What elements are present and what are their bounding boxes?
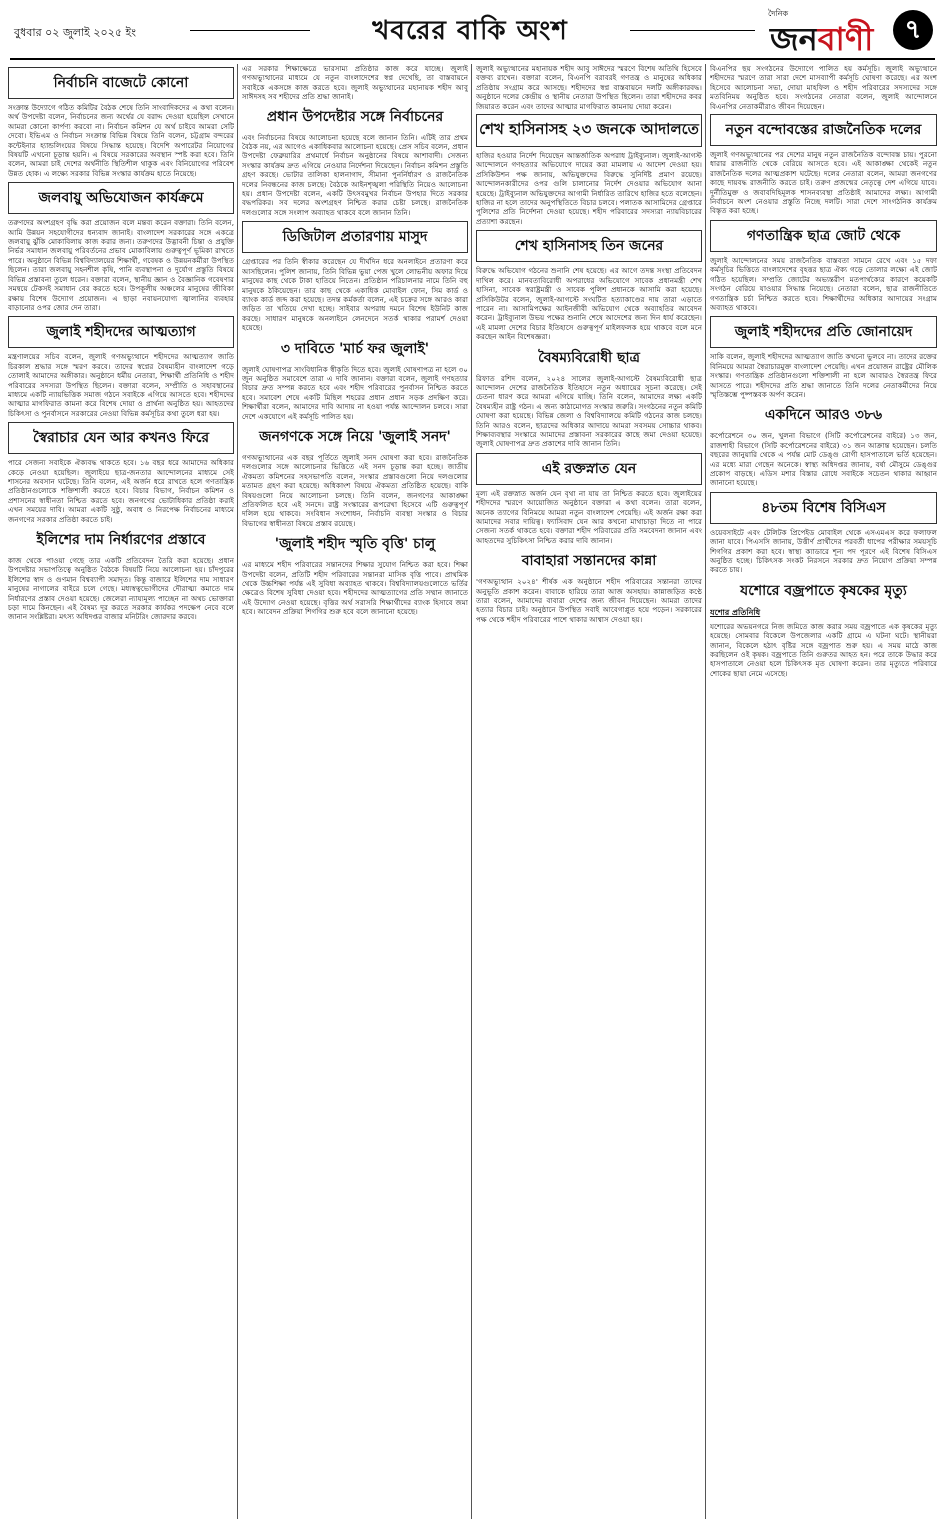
article-body: গণঅভ্যুত্থানের এক বছর পূর্তিতে জুলাই সনদ ঘোষণা করা হবে। রাজনৈতিক দলগুলোর সঙ্গে আলোচনার ভিত্তিতে এই সনদ চূড়ান্ত করা হচ্ছে। জাতীয় ঐকমত্য কমিশনের সহসভাপতি বলেন, সংস্কার প্রস্তাবগুলো নিয়ে দলগুলোর মতামত গ্রহণ করা হয়েছে। অধিকাংশ বিষয়ে ঐকমত্য প্রতিষ্ঠিত হয়েছে। বাকি বিষয়গুলো নিয়ে আলোচনা চলছে। তিনি বলেন, জনগণের আকাঙ্ক্ষা প্রতিফলিত হবে এই সনদে। রাষ্ট্র সংস্কারের রূপরেখা হিসেবে এটি গুরুত্বপূর্ণ দলিল হয়ে থাকবে। সংবিধান সংশোধন, নির্বাচনি ব্যবস্থা সংস্কার ও বিচার বিভাগের স্বাধীনতা বিষয়ে প্রস্তাব রয়েছে।: [242, 452, 468, 528]
article: [242, 425, 468, 528]
article-body: এর মাধ্যমে শহীদ পরিবারের সন্তানদের শিক্ষার সুযোগ নিশ্চিত করা হবে। শিক্ষা উপদেষ্টা বলেন, প্রতিটি শহীদ পরিবারের সন্তানরা মাসিক বৃত্তি পাবে। প্রাথমিক থেকে উচ্চশিক্ষা পর্যন্ত এই সুবিধা অব্যাহত থাকবে। বিশ্ববিদ্যালয়গুলোতে ভর্তির ক্ষেত্রেও বিশেষ সুবিধা দেওয়া হবে। শহীদদের আত্মত্যাগের প্রতি সম্মান জানাতে এই উদ্যোগ নেওয়া হয়েছে। বৃত্তির অর্থ সরাসরি শিক্ষার্থীদের ব্যাংক হিসাবে জমা হবে। আবেদন প্রক্রিয়া শিগগির শুরু হবে বলে জানানো হয়েছে।: [242, 560, 468, 617]
article-body: বিরুদ্ধে অভিযোগ গঠনের শুনানি শেষ হয়েছে। এর আগে তদন্ত সংস্থা প্রতিবেদন দাখিল করে। মানবতাবিরোধী অপরাধের অভিযোগে সাবেক প্রধানমন্ত্রী শেখ হাসিনা, সাবেক স্বরাষ্ট্রমন্ত্রী ও সাবেক পুলিশ প্রধানকে আসামি করা হয়েছে। প্রসিকিউটর বলেন, জুলাই-আগস্টে সংঘটিত হত্যাকাণ্ডের দায় তারা এড়াতে পারেন না। আসামিপক্ষের আইনজীবী অভিযোগ থেকে অব্যাহতির আবেদন করেন। ট্রাইব্যুনাল উভয় পক্ষের শুনানি শেষে আদেশের জন্য দিন ধার্য করেছেন। এই মামলা দেশের বিচার ইতিহাসে গুরুত্বপূর্ণ মাইলফলক হয়ে থাকবে বলে মনে করছেন আইন বিশেষজ্ঞরা।: [476, 266, 702, 342]
article: [242, 221, 468, 332]
article-body: কর্পোরেশনে ৩০ জন, খুলনা বিভাগে (সিটি কর্পোরেশনের বাইরে) ১৩ জন, রাজশাহী বিভাগে (সিটি কর্পোরেশনের বাইরে) ৩১ জন আক্রান্ত হয়েছেন। চলতি বছরের জানুয়ারি থেকে এ পর্যন্ত মোট ডেঙ্গু রোগী হাসপাতালে ভর্তি হয়েছেন। এর মধ্যে মারা গেছেন অনেকে। স্বাস্থ্য অধিদপ্তর জানায়, বর্ষা মৌসুমে ডেঙ্গুর প্রকোপ বাড়ছে। এডিস মশার বিস্তার রোধে সবাইকে সচেতন থাকার আহ্বান জানানো হয়েছে।: [710, 431, 937, 488]
article: [710, 579, 937, 678]
article-body: জুলাই অভ্যুত্থানের মহানায়ক শহীদ আবু সাঈদের স্মরণে বিশেষ অতিথি হিসেবে বক্তব্য রাখেন। বক্তারা বলেন, বিএনপি বরাবরই গণতন্ত্র ও মানুষের অধিকার প্রতিষ্ঠায় সংগ্রাম করে আসছে। শহীদদের স্বপ্ন বাস্তবায়নে দলটি অঙ্গীকারবদ্ধ। অনুষ্ঠানে দলের কেন্দ্রীয় ও স্থানীয় নেতারা উপস্থিত ছিলেন। তারা শহীদদের কবর জিয়ারত করেন এবং তাদের আত্মার মাগফিরাত কামনায় দোয়া করেন।: [476, 64, 702, 111]
column-1: [8, 64, 234, 1519]
article-headline: ৩ দাবিতে 'মার্চ ফর জুলাই': [280, 340, 430, 357]
article: [710, 316, 937, 399]
article-headline: ইলিশের দাম নির্ধারণের প্রস্তাবে: [36, 532, 206, 548]
article: [242, 105, 468, 218]
article-headline: বৈষম্যবিরোধী ছাত্র: [538, 349, 640, 366]
article-body: জুলাই ঘোষণাপত্র সাংবিধানিক স্বীকৃতি দিতে হবে। জুলাই ঘোষণাপত্র না হলে ৩০ জুন অনুষ্ঠিত সমাবেশে তারা এ দাবি জানান। বক্তারা বলেন, জুলাই গণহত্যার বিচার দ্রুত সম্পন্ন করতে হবে এবং শহীদ পরিবারের পুনর্বাসন নিশ্চিত করতে হবে। সমাবেশ শেষে একটি মিছিল শহরের প্রধান প্রধান সড়ক প্রদক্ষিণ করে। শিক্ষার্থীরা বলেন, আমাদের দাবি আদায় না হওয়া পর্যন্ত আন্দোলন চলবে। সারা দেশে একযোগে এই কর্মসূচি পালিত হয়।: [242, 364, 468, 421]
article-body: জুলাই গণঅভ্যুত্থানের পর দেশের মানুষ নতুন রাজনৈতিক বন্দোবস্ত চায়। পুরনো ধারার রাজনীতি থেকে বেরিয়ে আসতে হবে। এই আকাঙ্ক্ষা থেকেই নতুন রাজনৈতিক দলের আত্মপ্রকাশ ঘটেছে। দলের নেতারা বলেন, আমরা জনগণের কাছে দায়বদ্ধ রাজনীতি করতে চাই। তরুণ প্রজন্মের নেতৃত্বে দেশ এগিয়ে যাবে। দুর্নীতিমুক্ত ও জবাবদিহিমূলক শাসনব্যবস্থা প্রতিষ্ঠাই আমাদের লক্ষ্য। আগামী নির্বাচনে অংশ নেওয়ার প্রস্তুতি নিচ্ছে দলটি। সারা দেশে সাংগঠনিক কার্যক্রম বিস্তৃত করা হচ্ছে।: [710, 150, 937, 216]
article: [242, 337, 468, 421]
article: [8, 316, 234, 418]
article: [710, 114, 937, 216]
page-number-badge: ৭: [893, 10, 933, 50]
article-headline: জুলাই শহীদদের প্রতি জোনায়েদ: [710, 316, 937, 348]
article-headline: জলবায়ু অভিযোজন কার্যক্রমে: [8, 182, 234, 214]
logo-name-part1: জন: [770, 20, 818, 58]
article-reporter: যশোর প্রতিনিধি: [710, 607, 761, 617]
article: [8, 182, 234, 312]
article-headline: নতুন বন্দোবস্তের রাজনৈতিক দলের: [710, 114, 937, 146]
article-headline: জনগণকে সঙ্গে নিয়ে 'জুলাই সনদ': [259, 428, 451, 445]
article-body: ওয়েবসাইটে এবং টেলিটক প্রিপেইড মোবাইল থেকে এসএমএস করে ফলাফল জানা যাবে। পিএসসি জানায়, উত্তীর্ণ প্রার্থীদের পরবর্তী ধাপের পরীক্ষার সময়সূচি শিগগির প্রকাশ করা হবে। স্বাস্থ্য ক্যাডারে শূন্য পদ পূরণে এই বিশেষ বিসিএস অনুষ্ঠিত হচ্ছে। চিকিৎসক সংকট নিরসনে সরকার দ্রুত নিয়োগ প্রক্রিয়া সম্পন্ন করতে চায়।: [710, 527, 937, 575]
article-headline: প্রধান উপদেষ্টার সঙ্গে নির্বাচনের: [266, 108, 444, 125]
article: [476, 549, 702, 624]
article-headline: 'জুলাই শহীদ স্মৃতি বৃত্তি' চালু: [274, 536, 436, 553]
article-body: সাকি বলেন, জুলাই শহীদদের আত্মত্যাগ জাতি কখনো ভুলবে না। তাদের রক্তের বিনিময়ে আমরা স্বৈরাচারমুক্ত বাংলাদেশ পেয়েছি। এখন প্রয়োজন রাষ্ট্রের মৌলিক সংস্কার। গণতান্ত্রিক প্রতিষ্ঠানগুলো শক্তিশালী না হলে আবারও স্বৈরতন্ত্র ফিরে আসতে পারে। শহীদদের প্রতি শ্রদ্ধা জানাতে তিনি দলের নেতাকর্মীদের নিয়ে স্মৃতিস্তম্ভে পুষ্পস্তবক অর্পণ করেন।: [710, 352, 937, 399]
page-title: খবরের বাকি অংশ: [310, 10, 630, 54]
article: [710, 220, 937, 312]
article: [710, 492, 937, 575]
article-body: 'গণঅভ্যুত্থান ২০২৪' শীর্ষক এক অনুষ্ঠানে শহীদ পরিবারের সন্তানরা তাদের অনুভূতি প্রকাশ করেন। বাবাকে হারিয়ে তারা আজ অসহায়। কান্নাজড়িত কণ্ঠে তারা বলেন, আমাদের বাবারা দেশের জন্য জীবন দিয়েছেন। আমরা তাদের হত্যার বিচার চাই। অনুষ্ঠানে উপস্থিত সবাই আবেগাপ্লুত হয়ে পড়েন। সরকারের পক্ষ থেকে শহীদ পরিবারের পাশে থাকার আশ্বাস দেওয়া হয়।: [476, 577, 702, 624]
article-body: জুলাই আন্দোলনের সময় রাজনৈতিক বাস্তবতা সামনে রেখে এবং ১৫ দফা কর্মসূচির ভিত্তিতে বাংলাদেশের বৃহত্তর ছাত্র ঐক্য গড়ে তোলার লক্ষ্যে এই জোট গঠিত হয়েছিল। সম্প্রতি জোটের অভ্যন্তরীণ মতপার্থক্যের কারণে কয়েকটি সংগঠন বেরিয়ে যাওয়ার সিদ্ধান্ত নিয়েছে। নেতারা বলেন, ছাত্র রাজনীতিতে গণতান্ত্রিক চর্চা নিশ্চিত করতে হবে। শিক্ষার্থীদের অধিকার আদায়ের সংগ্রাম অব্যাহত থাকবে।: [710, 255, 937, 312]
article-body: পারে সেজন্য সবাইকে ঐক্যবদ্ধ থাকতে হবে। ১৬ বছর ধরে আমাদের অধিকার কেড়ে নেওয়া হয়েছিল। জুলাইয়ে ছাত্র-জনতার আন্দোলনের মাধ্যমে সেই শাসনের অবসান ঘটেছে। তিনি বলেন, এই অর্জন ধরে রাখতে হলে গণতান্ত্রিক প্রতিষ্ঠানগুলোকে শক্তিশালী করতে হবে। বিচার বিভাগ, নির্বাচন কমিশন ও প্রশাসনের স্বাধীনতা নিশ্চিত করতে হবে। জনগণের ভোটাধিকার প্রতিষ্ঠা করাই এখন সময়ের দাবি। আমরা একটি সুষ্ঠু, অবাধ ও নিরপেক্ষ নির্বাচনের মাধ্যমে জনগণের সরকার প্রতিষ্ঠা করতে চাই।: [8, 458, 234, 524]
article: [476, 114, 702, 226]
logo-daily-label: দৈনিক: [768, 9, 789, 18]
article-body: তরুণদের অংশগ্রহণ বৃদ্ধি করা প্রয়োজন বলে মন্তব্য করেন বক্তারা। তিনি বলেন, আমি উন্নয়ন সহযোগীদের ধন্যবাদ জানাই। বাংলাদেশ সরকারের সঙ্গে একত্রে জলবায়ু ঝুঁকি মোকাবিলায় কাজ করার জন্য। তরুণদের উদ্ভাবনী চিন্তা ও প্রযুক্তি নির্ভর সমাধান জলবায়ু পরিবর্তনের প্রভাব মোকাবিলায় গুরুত্বপূর্ণ ভূমিকা রাখতে পারে। অনুষ্ঠানে বিভিন্ন বিশ্ববিদ্যালয়ের শিক্ষার্থী, গবেষক ও উন্নয়নকর্মীরা উপস্থিত ছিলেন। তারা জলবায়ু সহনশীল কৃষি, পানি ব্যবস্থাপনা ও দুর্যোগ প্রস্তুতি বিষয়ে বিভিন্ন প্রস্তাবনা তুলে ধরেন। বক্তারা বলেন, স্থানীয় জ্ঞান ও বৈজ্ঞানিক গবেষণার সমন্বয়ে টেকসই সমাধান বের করতে হবে। উপকূলীয় অঞ্চলের মানুষের জীবিকা রক্ষায় বিশেষ উদ্যোগ প্রয়োজন। এ ছাড়া নবায়নযোগ্য জ্বালানির ব্যবহার বাড়ানোর ওপর জোর দেন তারা।: [8, 218, 234, 312]
article: [8, 528, 234, 622]
article-headline: যশোরে বজ্রপাতে কৃষকের মৃত্যু: [740, 582, 907, 599]
column-divider: [471, 64, 472, 1519]
article-body: হাজির হওয়ার নির্দেশ দিয়েছেন আন্তর্জাতিক অপরাধ ট্রাইব্যুনাল। জুলাই-আগস্ট আন্দোলনে গণহত্যার অভিযোগে দায়ের করা মামলায় এ আদেশ দেওয়া হয়। প্রসিকিউশন পক্ষ জানায়, অভিযুক্তদের বিরুদ্ধে সুনির্দিষ্ট প্রমাণ রয়েছে। আন্দোলনকারীদের ওপর গুলি চালানোর নির্দেশ দেওয়ার অভিযোগ আনা হয়েছে। ট্রাইব্যুনাল অভিযুক্তদের আগামী নির্ধারিত তারিখে হাজির হতে বলেছেন। হাজির না হলে তাদের অনুপস্থিতিতে বিচার চলবে। পলাতক আসামিদের গ্রেপ্তারে পুলিশের প্রতি নির্দেশনা দেওয়া হয়েছে। শহীদ পরিবারের সদস্যরা ন্যায়বিচারের প্রত্যাশা করছেন।: [476, 151, 702, 226]
article-body: কাজ থেকে পাওয়া গেছে তার একটি প্রতিবেদন তৈরি করা হয়েছে। প্রধান উপদেষ্টার সভাপতিত্বে অনুষ্ঠিত বৈঠকে বিষয়টি নিয়ে আলোচনা হয়। চাঁদপুরের ইলিশের স্বাদ ও গুণমান বিশ্বব্যাপী সমাদৃত। কিন্তু বাজারে ইলিশের দাম সাধারণ মানুষের নাগালের বাইরে চলে গেছে। মধ্যস্বত্বভোগীদের দৌরাত্ম্য কমাতে দাম নির্ধারণের প্রস্তাব দেওয়া হয়েছে। জেলেরা ন্যায্যমূল্য পাচ্ছেন না অথচ ভোক্তারা চড়া দামে কিনছেন। এই বৈষম্য দূর করতে সরকার কার্যকর পদক্ষেপ নেবে বলে জানান সংশ্লিষ্টরা। মৎস্য অধিদপ্তর বাজার মনিটরিং জোরদার করবে।: [8, 556, 234, 622]
article-headline: জুলাই শহীদদের আত্মত্যাগ: [8, 316, 234, 348]
article: [242, 532, 468, 616]
article: [476, 453, 702, 545]
article-headline: একদিনে আরও ৩৮৬: [764, 407, 883, 424]
article-body: রিফাত রশিদ বলেন, ২০২৪ সালের জুলাই-আগস্টে বৈষম্যবিরোধী ছাত্র আন্দোলন দেশের রাজনৈতিক ইতিহাসে নতুন অধ্যায়ের সূচনা করেছে। সেই চেতনা ধারণ করে আমরা এগিয়ে যাচ্ছি। তিনি বলেন, আমাদের লক্ষ্য একটি বৈষম্যহীন রাষ্ট্র গঠন। এ জন্য কাঠামোগত সংস্কার জরুরি। সংগঠনের নতুন কমিটি ঘোষণা করা হয়েছে। বিভিন্ন জেলা ও বিশ্ববিদ্যালয়ে কমিটি গঠনের কাজ চলছে। তিনি আরও বলেন, ছাত্রদের অধিকার আদায়ে আমরা সবসময় সোচ্চার থাকব। শিক্ষাব্যবস্থার সংস্কারে আমাদের প্রস্তাবনা সরকারের কাছে জমা দেওয়া হয়েছে। জুলাই ঘোষণাপত্র দ্রুত প্রকাশের দাবি জানান তিনি।: [476, 373, 702, 449]
column-divider: [237, 64, 238, 1519]
article: [8, 422, 234, 524]
column-divider: [705, 64, 706, 1519]
column-4: [710, 64, 937, 1519]
article-body: যশোরের অভয়নগরে নিজ জমিতে কাজ করার সময় বজ্রপাতে এক কৃষকের মৃত্যু হয়েছে। সোমবার বিকেলে উপজেলার একটি গ্রামে এ ঘটনা ঘটে। স্থানীয়রা জানান, বিকেলে হঠাৎ বৃষ্টির সঙ্গে বজ্রপাত শুরু হয়। এ সময় মাঠে কাজ করছিলেন ওই কৃষক। বজ্রপাতে তিনি গুরুতর আহত হন। পরে তাকে উদ্ধার করে হাসপাতালে নেওয়া হলে চিকিৎসক মৃত ঘোষণা করেন। তার মৃত্যুতে পরিবারে শোকের ছায়া নেমে এসেছে।: [710, 621, 937, 678]
issue-date: বুধবার ০২ জুলাই ২০২৫ ইং: [14, 26, 136, 39]
article: [8, 67, 234, 178]
article-headline: ডিজিটাল প্রতারণায় মাসুদ: [242, 221, 468, 253]
article: [476, 346, 702, 449]
newspaper-logo: [760, 8, 935, 58]
article-headline: ৪৮তম বিশেষ বিসিএস: [710, 492, 937, 524]
article-headline: এই রক্তস্নাত যেন: [476, 453, 702, 485]
masthead-divider: [10, 58, 935, 60]
article-body: সংক্রান্ত উদ্যোগে গঠিত কমিটির বৈঠক শেষে তিনি সাংবাদিকদের এ কথা বলেন। অর্থ উপদেষ্টা বলেন, নির্বাচনের জন্য অর্থের যে বরাদ্দ দেওয়া হয়েছিল সেখানে আমরা কোনো কার্পণ্য করবো না। নির্বাচন কমিশন যে অর্থ চাইবে আমরা সেটি দেবো। ইভিএম ও নির্বাচন সংক্রান্ত বিভিন্ন বিষয়ে তিনি বলেন, চট্টগ্রাম বন্দরের কন্টেইনার হ্যান্ডলিংয়ের বিষয়ে সিদ্ধান্ত হয়েছে। বিদেশি অপারেটর নিয়োগের বিষয়টি এখনো চূড়ান্ত হয়নি। এ বিষয়ে সরকারের অবস্থান স্পষ্ট করা হবে। তিনি বলেন, আমরা চাই দেশের অর্থনীতি স্থিতিশীল থাকুক এবং বিনিয়োগের পরিবেশ উন্নত হোক। এ লক্ষ্যে সরকার বিভিন্ন সংস্কার কার্যক্রম হাতে নিয়েছে।: [8, 103, 234, 178]
article: [710, 403, 937, 487]
article-body: এর সরকার শিক্ষাক্ষেত্রে ভারসাম্য প্রতিষ্ঠার কাজ করে যাচ্ছে। জুলাই গণঅভ্যুত্থানের মাধ্যমে যে নতুন বাংলাদেশের স্বপ্ন দেখেছি, তা বাস্তবায়নে সবাইকে একসঙ্গে কাজ করতে হবে। জুলাই অভ্যুত্থানের মহানায়ক শহীদ আবু সাঈদসহ সব শহীদের প্রতি শ্রদ্ধা জানাই।: [242, 64, 468, 102]
article-headline: নির্বাচনি বাজেটে কোনো: [8, 67, 234, 99]
article-body: বিএনপির ছয় সংগঠনের উদ্যোগে পালিত হয় কর্মসূচি। জুলাই অভ্যুত্থানে শহীদদের স্মরণে তারা সারা দেশে মাসব্যাপী কর্মসূচি ঘোষণা করেছে। এর অংশ হিসেবে আলোচনা সভা, দোয়া মাহফিল ও শহীদ পরিবারের সদস্যদের সঙ্গে মতবিনিময় অনুষ্ঠিত হবে। সংগঠনের নেতারা বলেন, জুলাই আন্দোলনে বিএনপির নেতাকর্মীরাও জীবন দিয়েছেন।: [710, 64, 937, 111]
article-body: মূল্য এই রক্তস্নাত অর্জন যেন বৃথা না যায় তা নিশ্চিত করতে হবে। জুলাইয়ের শহীদদের স্মরণে আয়োজিত অনুষ্ঠানে বক্তারা এ কথা বলেন। তারা বলেন, অনেক ত্যাগের বিনিময়ে আমরা নতুন বাংলাদেশ পেয়েছি। এই অর্জন রক্ষা করা আমাদের সবার দায়িত্ব। ফ্যাসিবাদ যেন আর কখনো মাথাচাড়া দিতে না পারে সেজন্য সতর্ক থাকতে হবে। বক্তারা শহীদ পরিবারের প্রতি সমবেদনা জানান এবং আহতদের সুচিকিৎসা নিশ্চিত করার দাবি জানান।: [476, 488, 702, 545]
article-body: গ্রেপ্তারের পর তিনি স্বীকার করেছেন যে দীর্ঘদিন ধরে অনলাইনে প্রতারণা করে আসছিলেন। পুলিশ জানায়, তিনি বিভিন্ন ভুয়া পেজ খুলে লোভনীয় অফার দিয়ে মানুষের কাছ থেকে টাকা হাতিয়ে নিতেন। প্রতিষ্ঠান পরিচালনার নামে তিনি বহু মানুষকে ঠকিয়েছেন। তার কাছ থেকে একাধিক মোবাইল ফোন, সিম কার্ড ও ব্যাংক কার্ড জব্দ করা হয়েছে। তদন্ত কর্মকর্তা বলেন, এই চক্রের সঙ্গে আরও কারা জড়িত তা খতিয়ে দেখা হচ্ছে। সাইবার অপরাধ দমনে বিশেষ ইউনিট কাজ করছে। সাধারণ মানুষকে অনলাইনে লেনদেনে সতর্ক থাকার পরামর্শ দেওয়া হয়েছে।: [242, 257, 468, 333]
column-2: [242, 64, 468, 1519]
logo-name-part2: বাণী: [817, 20, 874, 58]
article-headline: গণতান্ত্রিক ছাত্র জোট থেকে: [710, 220, 937, 252]
article-headline: বাবাহারা সন্তানদের কান্না: [521, 553, 657, 570]
article-headline: শেখ হাসিনাসহ তিন জনের: [476, 230, 702, 262]
article-headline: স্বৈরাচার যেন আর কখনও ফিরে: [8, 422, 234, 454]
article-body: মন্ত্রণালয়ের সচিব বলেন, জুলাই গণঅভ্যুত্থানে শহীদদের আত্মত্যাগ জাতি চিরকাল শ্রদ্ধার সঙ্গে স্মরণ করবে। তাদের স্বপ্নের বৈষম্যহীন বাংলাদেশ গড়ে তোলাই আমাদের অঙ্গীকার। অনুষ্ঠানে ধর্মীয় নেতারা, শিক্ষার্থী প্রতিনিধি ও শহীদ পরিবারের সদস্যরা উপস্থিত ছিলেন। বক্তারা বলেন, সম্প্রীতি ও সহাবস্থানের মাধ্যমে একটি ন্যায়ভিত্তিক সমাজ গঠনে সবাইকে এগিয়ে আসতে হবে। শহীদদের আত্মার মাগফিরাত কামনা করে বিশেষ দোয়া ও প্রার্থনা অনুষ্ঠিত হয়। আহতদের চিকিৎসা ও পুনর্বাসনে সরকারের নেওয়া বিভিন্ন কর্মসূচির কথা তুলে ধরা হয়।: [8, 352, 234, 418]
article-body: এবং নির্বাচনের বিষয়ে আলোচনা হয়েছে বলে জানান তিনি। এটিই তার প্রথম বৈঠক নয়, এর আগেও একাধিকবার আলোচনা হয়েছে। প্রেস সচিব বলেন, প্রধান উপদেষ্টা ফেব্রুয়ারির প্রথমার্ধে নির্বাচন অনুষ্ঠানের বিষয়ে আশাবাদী। সেজন্য সংস্কার কার্যক্রম দ্রুত এগিয়ে নেওয়ার নির্দেশনা দিয়েছেন। নির্বাচন কমিশন প্রস্তুতি গ্রহণ করছে। ভোটার তালিকা হালনাগাদ, সীমানা পুনর্নির্ধারণ ও রাজনৈতিক দলের নিবন্ধনের কাজ চলছে। বৈঠকে আইনশৃঙ্খলা পরিস্থিতি নিয়েও আলোচনা হয়। প্রধান উপদেষ্টা বলেন, একটি উৎসবমুখর নির্বাচন উপহার দিতে সরকার বদ্ধপরিকর। সব দলের অংশগ্রহণ নিশ্চিত করার চেষ্টা চলছে। রাজনৈতিক দলগুলোর সঙ্গে সংলাপ অব্যাহত থাকবে বলে জানান তিনি।: [242, 132, 468, 217]
article-headline: শেখ হাসিনাসহ ২৩ জনকে আদালতে: [476, 114, 702, 147]
article: [476, 230, 702, 341]
masthead: [10, 8, 935, 58]
column-3: [476, 64, 702, 1519]
